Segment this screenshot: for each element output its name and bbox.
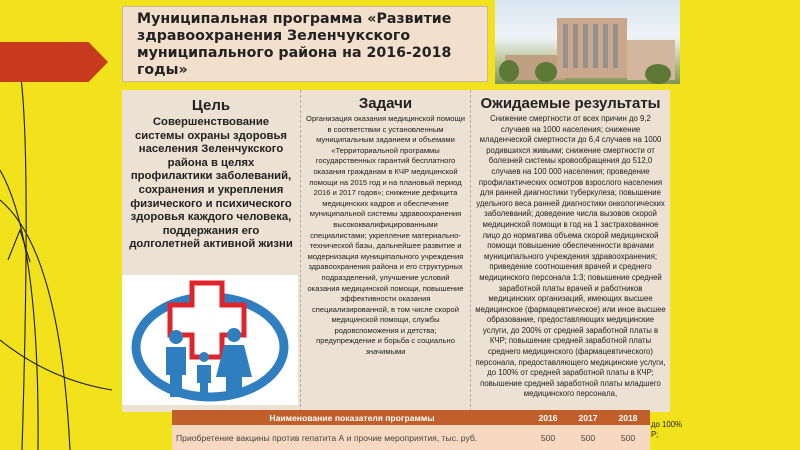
table-row [172, 425, 650, 450]
indicators-table [172, 410, 650, 450]
column-header: 2016 [538, 412, 558, 423]
goal-text: Совершенствование системы охраны здоровья населения Зеленчукского района в целях профилактики заболеваний, сохранения и укрепления физического и психического здоровья каждого человека, поддержания его долголетней активной жизни [129, 116, 293, 251]
table-header [172, 410, 650, 425]
healthcare-logo [122, 275, 298, 405]
results-text: Снижение смертности от всех причин до 9,2 случаев на 1000 населения; снижение младенческой смертности до 6,4 случаев на 1000 родившихся живыми; снижение смертности от болезней системы кровообращения до 512,0 случаев на 100 000 населения; проведение профилактических осмотров взрослого населения для ранней диагностики туберкулеза; повышение удельного веса ранней диагностики онкологических заболеваний; доведение числа вызовов скорой медицинской помощи в год на 1 застрахованное лицо до норматива объема скорой медицинской помощи повышение обеспеченности врачами муниципального учреждения здравоохранения; приведение соотношения врачей и среднего медицинского персонала 1:3; повышение средней заработной платы врачей и работников медицинских организаций, имеющих высшее медицинское (фармацевтическое) или иное высшее образование, предоставляющих медицинские услуги, до 200% от средней заработной платы в КЧР; повышение средней заработной платы среднего медицинского (фармацевтического) персонала, предоставляющего медицинские услуги, до 100% от средней заработной платы в КЧР; повышение средней заработной платы младшего медицинского персонала, [475, 114, 666, 399]
results-heading: Ожидаемые результаты [480, 95, 661, 112]
column-header: 2017 [578, 412, 598, 423]
tasks-column [300, 90, 470, 412]
tree [499, 60, 519, 82]
slide-title: Муниципальная программа «Развитие здравоохранения Зеленчукского муниципального района на 2016-2018 годы» [137, 11, 452, 78]
tree [645, 64, 671, 84]
results-column [470, 90, 670, 412]
family-cross-icon [122, 275, 298, 405]
table-cell: 500 [620, 432, 636, 443]
table-cell: 500 [540, 432, 556, 443]
building-main [557, 18, 627, 78]
tasks-heading: Задачи [358, 95, 413, 112]
column-header: 2018 [618, 412, 638, 423]
goal-heading: Цель [191, 97, 231, 114]
hospital-photo [495, 0, 680, 84]
table-cell: Приобретение вакцины против гепатита А и прочие мероприятия, тыс. руб. [176, 432, 478, 443]
column-header: Наименование показателя программы [269, 412, 435, 423]
red-arrow-shape [0, 42, 108, 82]
tree [535, 62, 557, 82]
side-note: до 100% Р; [651, 420, 682, 439]
table-cell: 500 [580, 432, 596, 443]
title-panel [122, 6, 488, 82]
tasks-text: Организация оказания медицинской помощи в соответствии с установленным муниципальным заданием и объемами «Территориальной программы государственных гарантий бесплатного оказания гражданам в КЧР медицинской помощи на 2015 год и на плановый период 2016 и 2017 годов»; снижение дефицита медицинских кадров и обеспечение муниципальной системы здравоохранения высококвалифицированными специалистами; укрепление материально-технической базы, дальнейшее развитие и модернизация муниципального учреждения здравоохранения района и его структурных подразделений, улучшение условий оказания медицинской помощи, повышение эффективности оказания специализированной, в том числе скорой медицинской помощи, службы родовспоможения и детства; предупреждение и борьба с социально значимыми [306, 114, 465, 357]
